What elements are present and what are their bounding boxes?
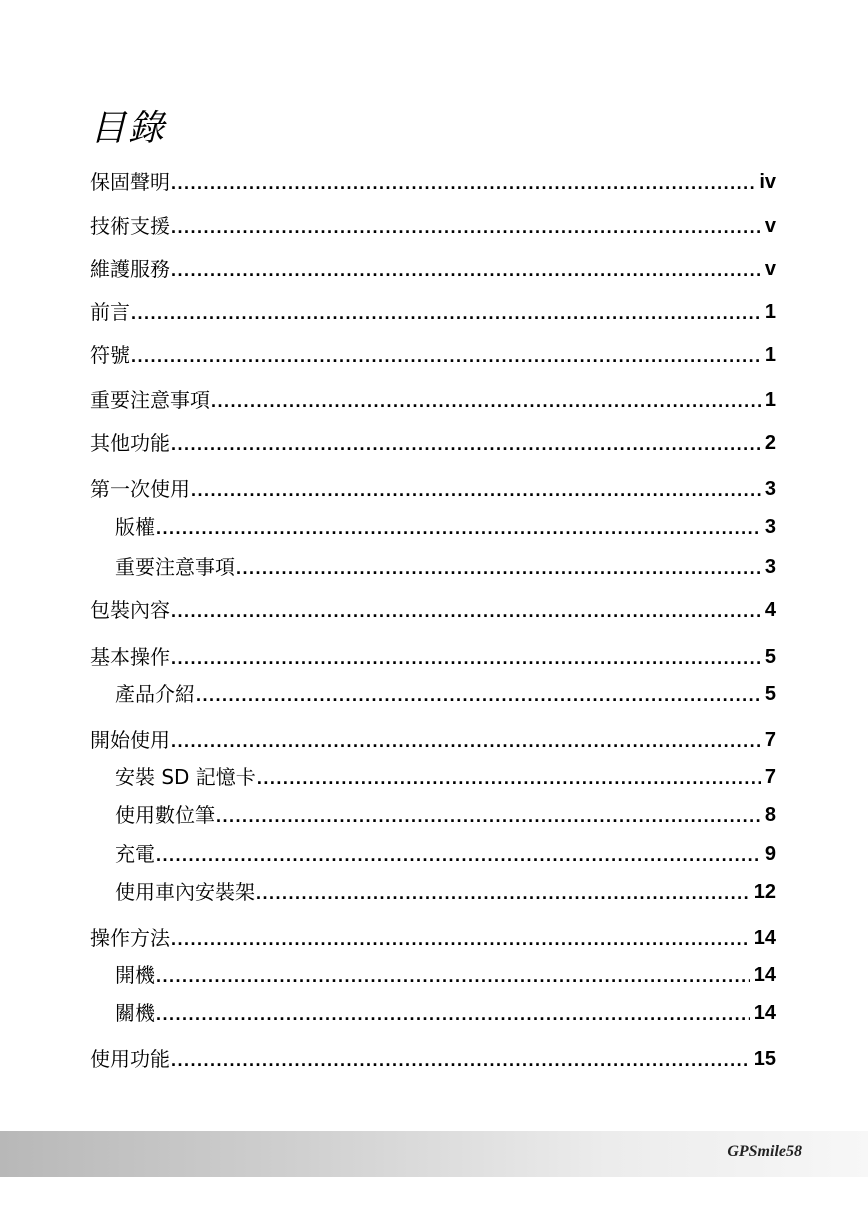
toc-entry-title: 基本操作 (90, 645, 170, 669)
toc-entry-title: 操作方法 (90, 926, 170, 950)
toc-entry[interactable] (90, 643, 776, 671)
toc-entry-title: 使用數位筆 (115, 803, 215, 827)
toc-entry-page: 14 (753, 1002, 776, 1024)
toc-entry-page: 3 (764, 516, 776, 538)
dot-leader (257, 765, 761, 791)
toc-entry[interactable] (90, 341, 776, 369)
toc-entry[interactable] (90, 386, 776, 414)
toc-entry-title: 開機 (115, 963, 155, 987)
dot-leader (216, 803, 761, 829)
dot-leader (171, 645, 761, 671)
toc-entry[interactable] (90, 255, 776, 283)
toc-entry-page: 3 (764, 556, 776, 578)
toc-entry[interactable] (90, 212, 776, 240)
toc-entry-page: 4 (764, 599, 776, 621)
toc-entry-page: 2 (764, 432, 776, 454)
toc-entry-page: 8 (764, 804, 776, 826)
toc-entry-page: 3 (764, 478, 776, 500)
toc-entry[interactable] (115, 961, 776, 989)
toc-entry-page: 1 (764, 344, 776, 366)
toc-entry[interactable] (115, 553, 776, 581)
dot-leader (156, 1001, 750, 1027)
toc-entry-title: 包裝內容 (90, 598, 170, 622)
toc-entry-title: 維護服務 (90, 257, 170, 281)
toc-entry-title: 前言 (90, 300, 130, 324)
toc-entry-title: 關機 (115, 1001, 155, 1025)
toc-entry-page: 9 (764, 843, 776, 865)
dot-leader (196, 682, 761, 708)
toc-entry[interactable] (90, 168, 776, 196)
toc-entry-title: 產品介紹 (115, 682, 195, 706)
toc-entry[interactable] (115, 878, 776, 906)
toc-entry[interactable] (115, 680, 776, 708)
dot-leader (156, 963, 750, 989)
toc-entry-page: 1 (764, 389, 776, 411)
toc-entry[interactable] (90, 596, 776, 624)
toc-entry-title: 其他功能 (90, 431, 170, 455)
toc-entry-title: 充電 (115, 842, 155, 866)
toc-entry-title: 重要注意事項 (115, 555, 235, 579)
toc-entry-title: 使用功能 (90, 1047, 170, 1071)
toc-entry-page: 7 (764, 766, 776, 788)
dot-leader (171, 214, 761, 240)
dot-leader (156, 515, 761, 541)
dot-leader (171, 926, 750, 952)
toc-entry-page: v (764, 215, 776, 237)
dot-leader (131, 343, 761, 369)
page-title: 目錄 (90, 108, 167, 149)
dot-leader (156, 842, 761, 868)
toc-entry-title: 使用車內安裝架 (115, 880, 255, 904)
footer-brand: GPSmile58 (727, 1143, 802, 1160)
toc-entry-page: 15 (753, 1048, 776, 1070)
toc-entry-title: 技術支援 (90, 214, 170, 238)
dot-leader (131, 300, 761, 326)
toc-entry-title: 保固聲明 (90, 170, 170, 194)
dot-leader (171, 431, 761, 457)
toc-entry-title: 開始使用 (90, 728, 170, 752)
dot-leader (171, 170, 755, 196)
toc-entry-title: 符號 (90, 343, 130, 367)
toc-entry[interactable] (90, 924, 776, 952)
toc-entry-page: 1 (764, 301, 776, 323)
toc-entry[interactable] (90, 298, 776, 326)
toc-entry-page: v (764, 258, 776, 280)
dot-leader (171, 728, 761, 754)
dot-leader (211, 388, 761, 414)
toc-entry-page: 14 (753, 964, 776, 986)
toc-entry[interactable] (115, 763, 776, 791)
dot-leader (171, 598, 761, 624)
toc-entry[interactable] (90, 1045, 776, 1073)
toc-entry-page: 7 (764, 729, 776, 751)
toc-entry-title: 第一次使用 (90, 477, 190, 501)
toc-entry-page: 5 (764, 646, 776, 668)
toc-entry-page: 12 (753, 881, 776, 903)
toc-entry[interactable] (115, 513, 776, 541)
dot-leader (191, 477, 761, 503)
toc-entry[interactable] (115, 801, 776, 829)
dot-leader (171, 257, 761, 283)
toc-entry-page: 14 (753, 927, 776, 949)
toc-entry-title: 重要注意事項 (90, 388, 210, 412)
toc-entry-title: 安裝 SD 記憶卡 (115, 765, 256, 789)
footer-bar (0, 1131, 868, 1177)
dot-leader (171, 1047, 750, 1073)
toc-entry[interactable] (90, 475, 776, 503)
toc-entry[interactable] (115, 999, 776, 1027)
toc-entry[interactable] (90, 429, 776, 457)
toc-entry-page: 5 (764, 683, 776, 705)
toc-entry[interactable] (115, 840, 776, 868)
dot-leader (256, 880, 750, 906)
dot-leader (236, 555, 761, 581)
toc-entry[interactable] (90, 726, 776, 754)
toc-entry-title: 版權 (115, 515, 155, 539)
toc-entry-page: iv (759, 171, 776, 193)
